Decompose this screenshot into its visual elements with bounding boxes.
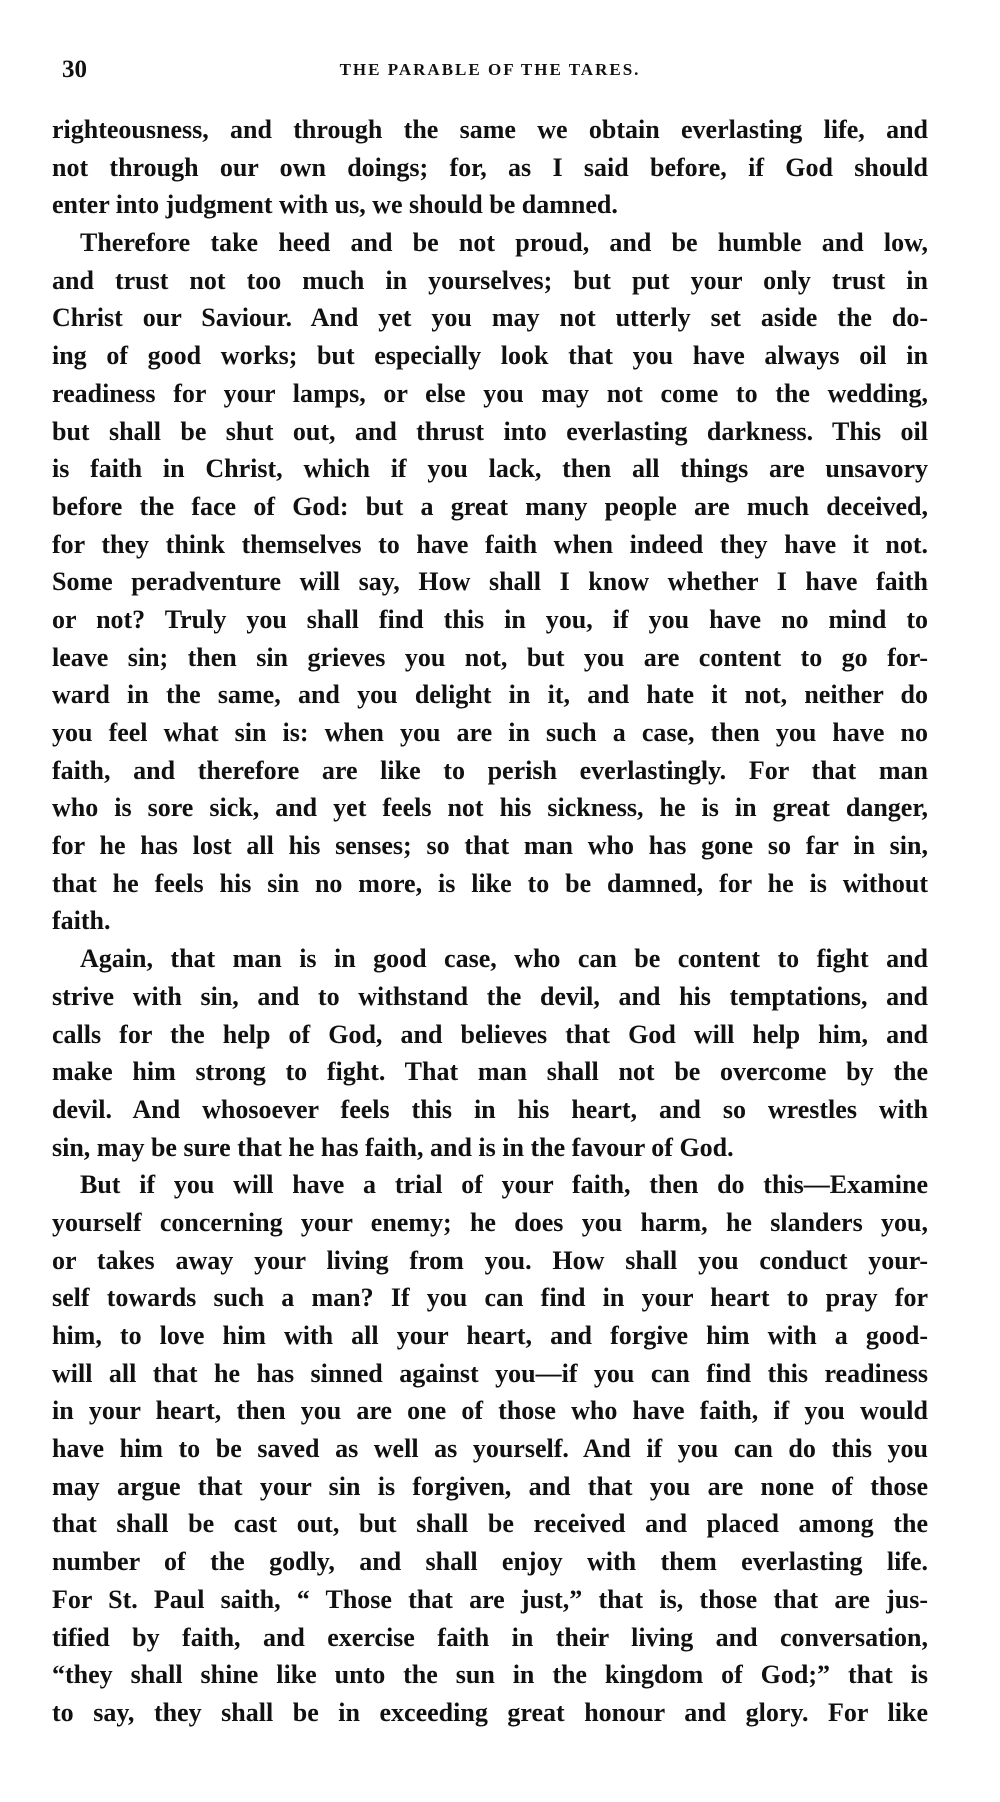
text-line: in your heart, then you are one of those who have faith, if you would — [52, 1396, 928, 1426]
text-line: you feel what sin is: when you are in such a case, then you have no — [52, 718, 928, 747]
text-line: Christ our Saviour. And yet you may not utterly set aside the do- — [52, 303, 928, 333]
text-line: Some peradventure will say, How shall I know whether I have faith — [52, 567, 928, 597]
text-line: sin, may be sure that he has faith, and is in the favour of God. — [52, 1132, 734, 1162]
page-number: 30 — [62, 56, 87, 83]
text-line: that shall be cast out, but shall be received and placed among the — [52, 1509, 928, 1539]
text-line: leave sin; then sin grieves you not, but you are content to go for- — [52, 642, 928, 672]
text-line: is faith in Christ, which if you lack, then all things are unsavory — [52, 454, 928, 484]
text-line: readiness for your lamps, or else you may not come to the wedding, — [52, 378, 928, 408]
running-title: THE PARABLE OF THE TARES. — [339, 60, 641, 79]
text-line: ing of good works; but especially look that you have always oil in — [52, 341, 928, 371]
text-line: who is sore sick, and yet feels not his sickness, he is in great danger, — [52, 793, 928, 823]
text-line: righteousness, and through the same we obtain everlasting life, and — [52, 115, 928, 144]
text-line: and trust not too much in yourselves; but put your only trust in — [52, 265, 928, 295]
text-line: enter into judgment with us, we should be damned. — [52, 190, 618, 220]
text-line: for they think themselves to have faith when indeed they have it not. — [52, 529, 928, 559]
body-text — [52, 111, 928, 1732]
text-line: or takes away your living from you. How shall you conduct your- — [52, 1245, 928, 1275]
text-line: Therefore take heed and be not proud, and be humble and low, — [80, 228, 928, 258]
text-line: but shall be shut out, and thrust into everlasting darkness. This oil — [52, 416, 928, 446]
text-line: to say, they shall be in exceeding great honour and glory. For like — [52, 1697, 928, 1727]
text-line: that he feels his sin no more, is like to be damned, for he is without — [52, 868, 928, 898]
text-line: make him strong to fight. That man shall not be overcome by the — [52, 1057, 928, 1087]
text-line: or not? Truly you shall find this in you, if you have no mind to — [52, 604, 928, 634]
text-line: faith. — [52, 906, 111, 936]
text-line: But if you will have a trial of your faith, then do this—Examine — [80, 1170, 928, 1200]
text-line: for he has lost all his senses; so that man who has gone so far in sin, — [52, 831, 928, 861]
text-line: Again, that man is in good case, who can be content to fight and — [80, 944, 928, 974]
text-line: strive with sin, and to withstand the devil, and his temptations, and — [52, 981, 928, 1011]
text-line: have him to be saved as well as yourself. And if you can do this you — [52, 1434, 928, 1464]
text-line: may argue that your sin is forgiven, and that you are none of those — [52, 1471, 928, 1501]
text-line: devil. And whosoever feels this in his heart, and so wrestles with — [52, 1094, 928, 1124]
text-line: will all that he has sinned against you—if you can find this readiness — [52, 1358, 928, 1388]
running-head — [52, 56, 928, 86]
text-line: self towards such a man? If you can find in your heart to pray for — [52, 1283, 928, 1313]
paragraph — [52, 940, 928, 1166]
text-line: not through our own doings; for, as I said before, if God should — [52, 152, 928, 182]
text-line: before the face of God: but a great many people are much deceived, — [52, 491, 928, 521]
text-line: ward in the same, and you delight in it, and hate it not, neither do — [52, 680, 928, 710]
text-line: tified by faith, and exercise faith in their living and conversation, — [52, 1622, 928, 1652]
text-line: yourself concerning your enemy; he does you harm, he slanders you, — [52, 1207, 928, 1237]
text-line: “they shall shine like unto the sun in the kingdom of God;” that is — [52, 1660, 928, 1690]
text-line: him, to love him with all your heart, and forgive him with a good- — [52, 1321, 928, 1350]
paragraph — [52, 111, 928, 224]
paragraph — [52, 1166, 928, 1731]
text-line: For St. Paul saith, “ Those that are just,” that is, those that are jus- — [52, 1584, 928, 1614]
text-line: calls for the help of God, and believes that God will help him, and — [52, 1019, 928, 1049]
text-line: number of the godly, and shall enjoy with them everlasting life. — [52, 1547, 928, 1577]
paragraph — [52, 224, 928, 940]
text-line: faith, and therefore are like to perish everlastingly. For that man — [52, 755, 928, 785]
